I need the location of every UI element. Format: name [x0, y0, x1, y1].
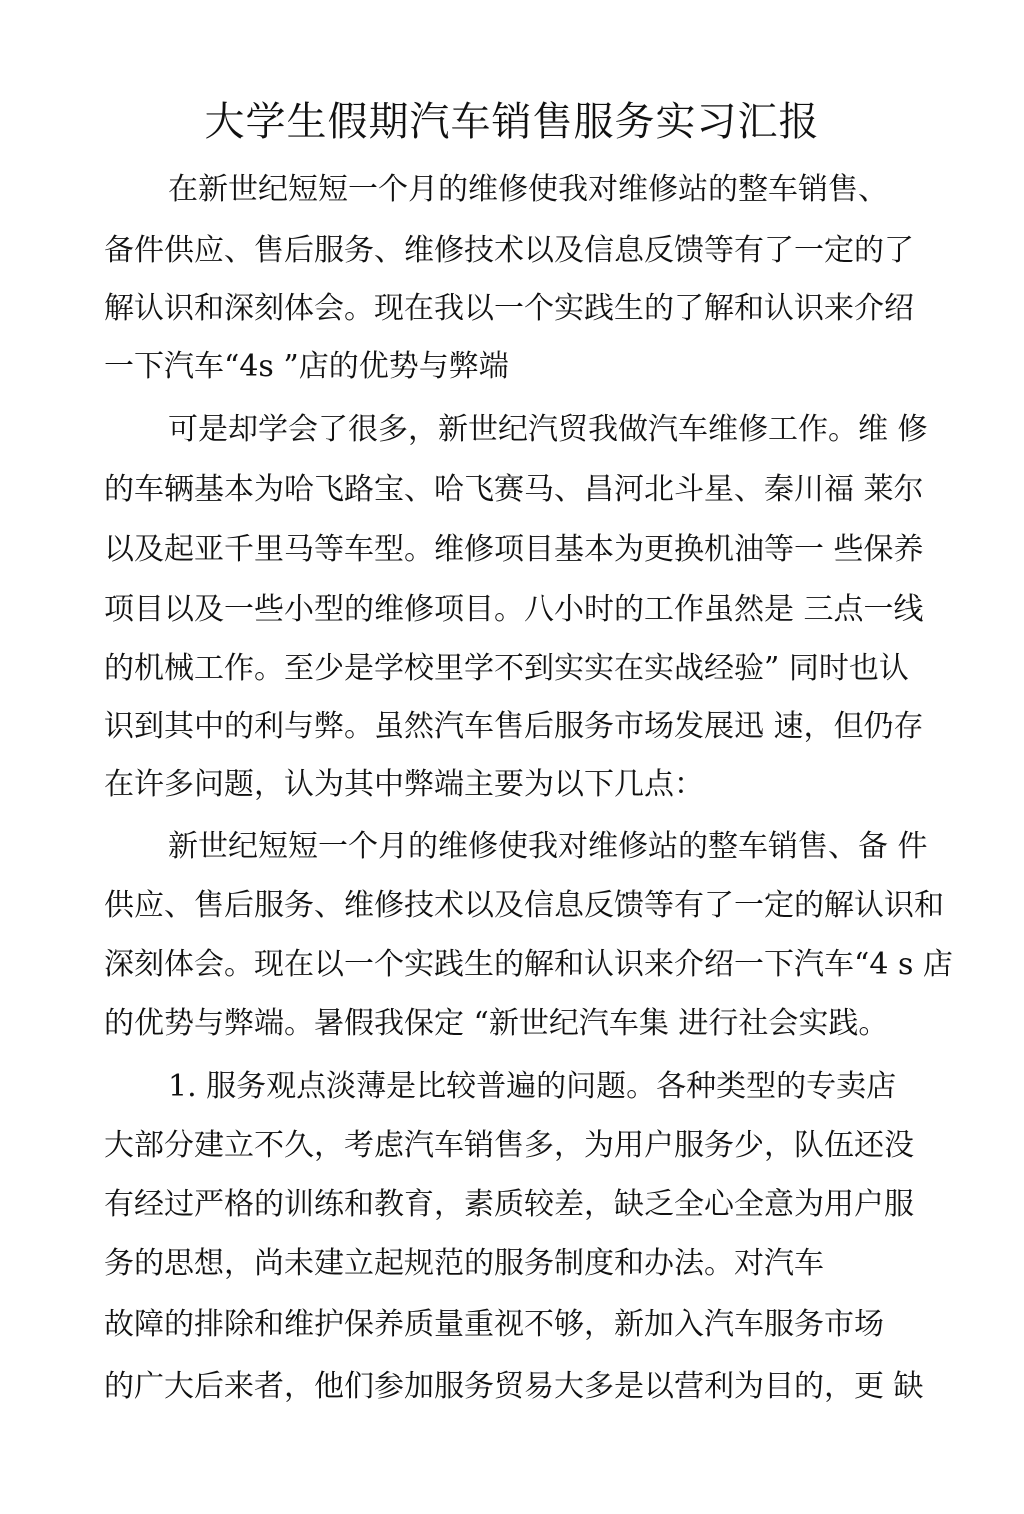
- paragraph-line: 在许多问题，认为其中弊端主要为以下几点：: [104, 767, 704, 802]
- paragraph-line: 务的思想，尚未建立起规范的服务制度和办法。对汽车: [104, 1246, 824, 1281]
- paragraph-line: 新世纪短短一个月的维修使我对维修站的整车销售、备 件: [168, 829, 928, 864]
- paragraph-line: 的优势与弊端。暑假我保定 “新世纪汽车集 进行社会实践。: [104, 1006, 889, 1041]
- paragraph-line: 可是却学会了很多，新世纪汽贸我做汽车维修工作。维 修: [168, 412, 928, 447]
- paragraph-line: 大部分建立不久，考虑汽车销售多，为用户服务少，队伍还没: [104, 1128, 914, 1163]
- paragraph-line: 供应、售后服务、维修技术以及信息反馈等有了一定的解认识和: [104, 888, 944, 923]
- document-title: 大学生假期汽车销售服务实习汇报: [204, 99, 820, 145]
- paragraph-line: 的车辆基本为哈飞路宝、哈飞赛马、昌河北斗星、秦川福 莱尔: [104, 472, 924, 507]
- paragraph-line: 以及起亚千里马等车型。维修项目基本为更换机油等一 些保养: [104, 532, 924, 567]
- paragraph-line: 备件供应、售后服务、维修技术以及信息反馈等有了一定的了: [104, 233, 914, 268]
- paragraph-line: 一下汽车“4s ”店的优势与弊端: [104, 349, 509, 384]
- paragraph-line: 在新世纪短短一个月的维修使我对维修站的整车销售、: [168, 172, 888, 207]
- paragraph-line: 故障的排除和维护保养质量重视不够，新加入汽车服务市场: [104, 1307, 884, 1342]
- paragraph-line: 的机械工作。至少是学校里学不到实实在实战经验” 同时也认: [104, 651, 909, 686]
- paragraph-line: 项目以及一些小型的维修项目。八小时的工作虽然是 三点一线: [104, 592, 924, 627]
- paragraph-line: 识到其中的利与弊。虽然汽车售后服务市场发展迅 速，但仍存: [104, 709, 924, 744]
- paragraph-line: 1. 服务观点淡薄是比较普遍的问题。各种类型的专卖店: [168, 1069, 897, 1104]
- paragraph-line: 深刻体会。现在以一个实践生的解和认识来介绍一下汽车“4 s 店: [104, 947, 953, 982]
- paragraph-line: 解认识和深刻体会。现在我以一个实践生的了解和认识来介绍: [104, 291, 914, 326]
- paragraph-line: 有经过严格的训练和教育，素质较差，缺乏全心全意为用户服: [104, 1187, 914, 1222]
- paragraph-line: 的广大后来者，他们参加服务贸易大多是以营利为目的，更 缺: [104, 1369, 924, 1404]
